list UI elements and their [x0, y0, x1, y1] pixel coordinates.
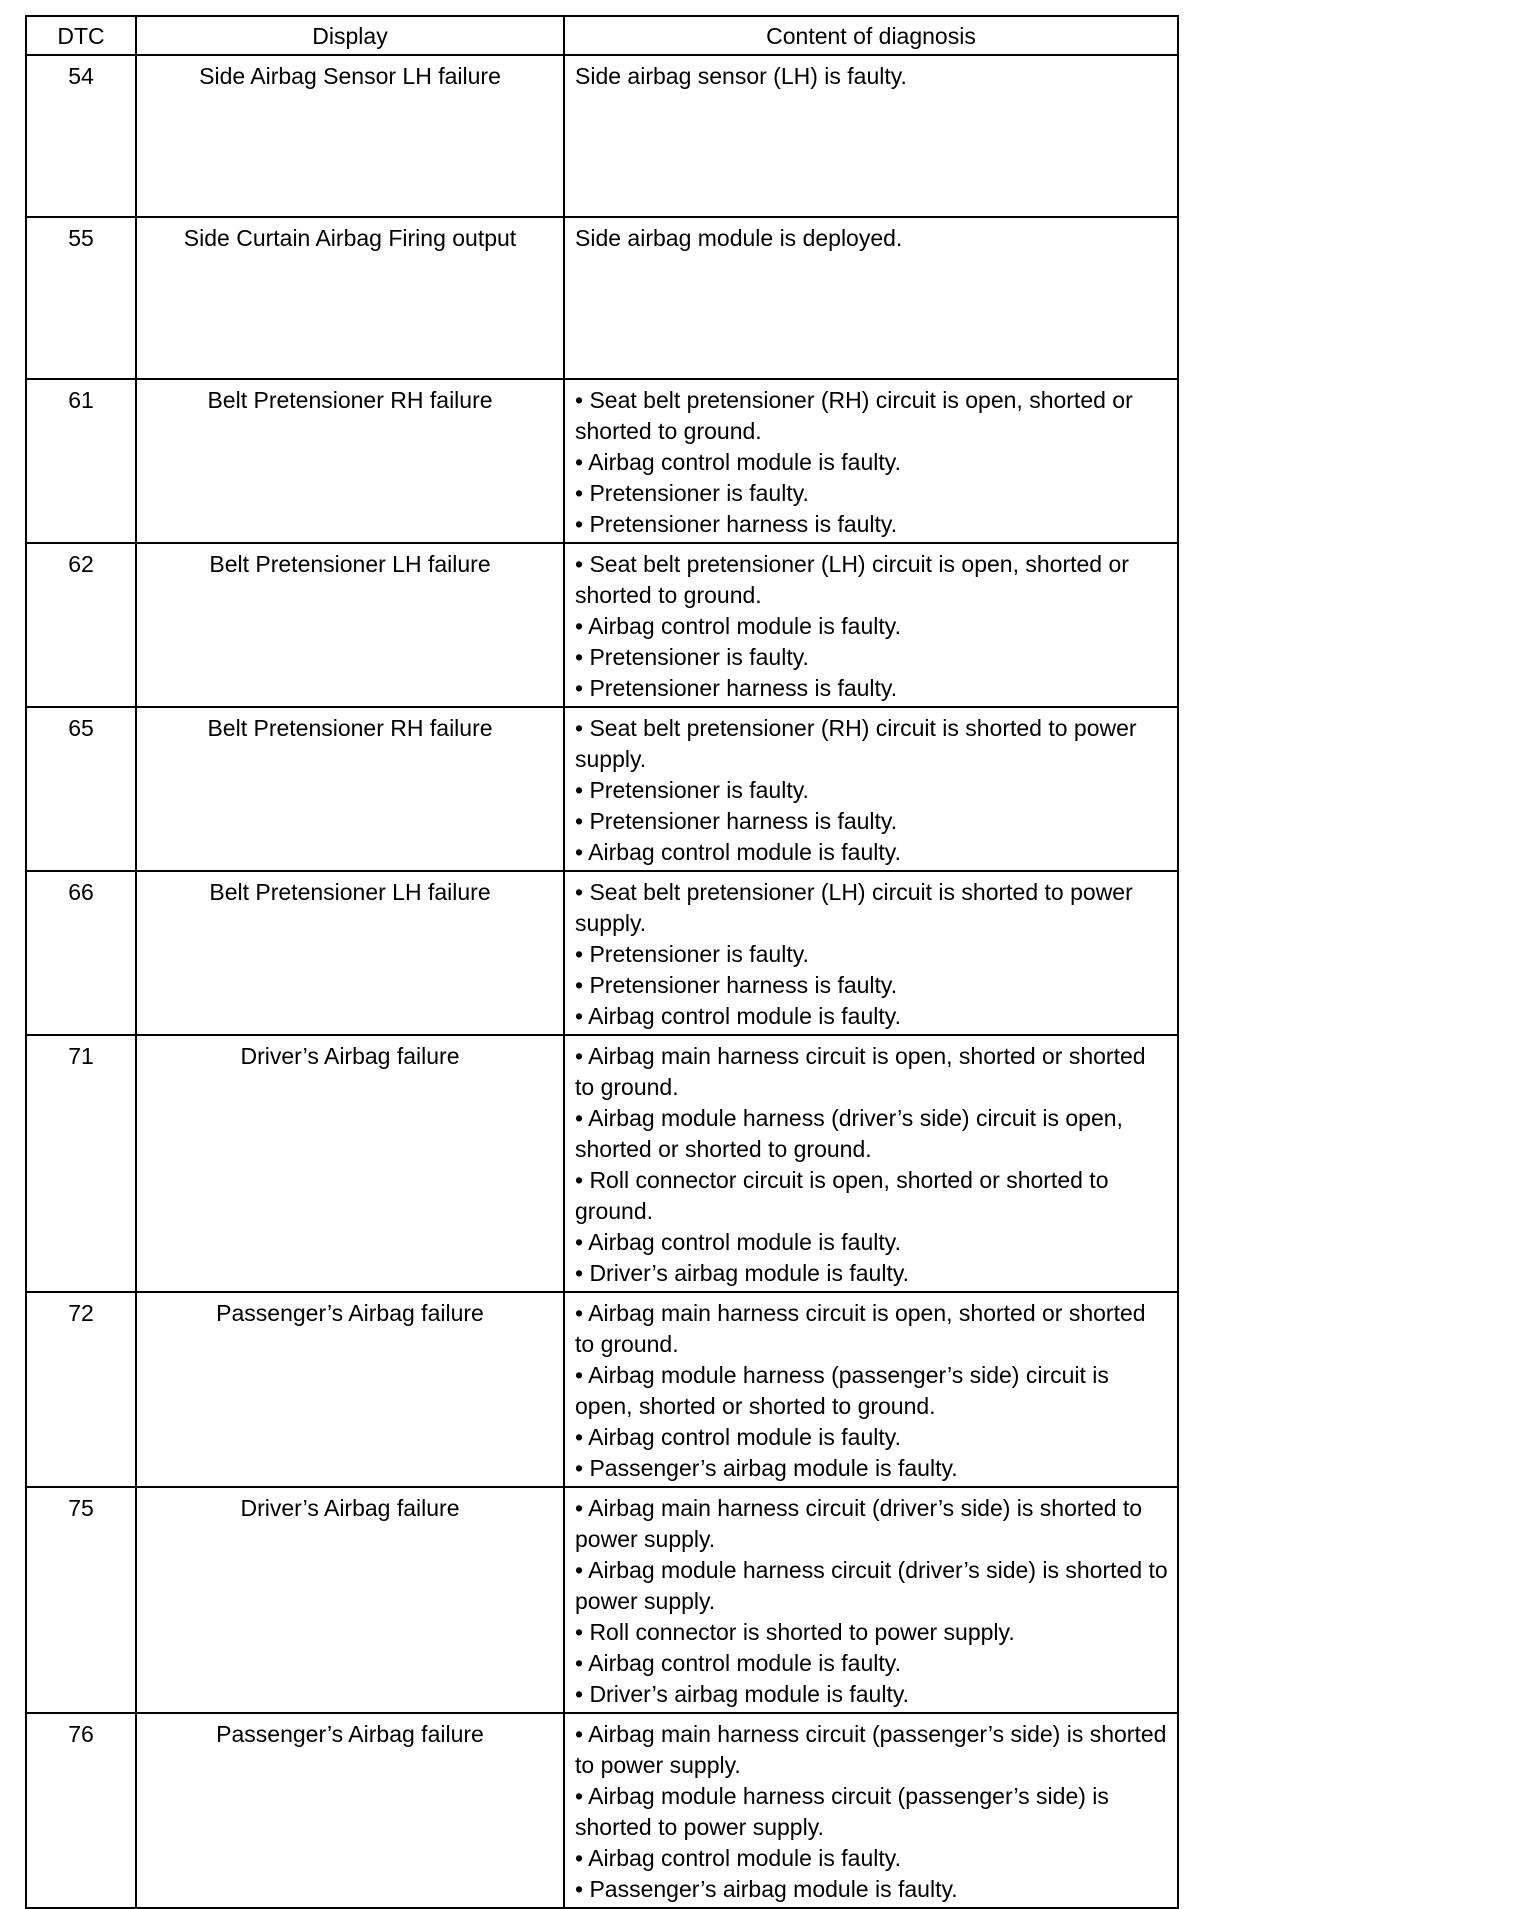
diagnosis-line: • Pretensioner harness is faulty. — [575, 511, 898, 537]
display-text: Belt Pretensioner LH failure — [136, 871, 564, 1035]
table-row — [26, 55, 1178, 217]
diagnosis-line: • Airbag control module is faulty. — [575, 1845, 901, 1871]
dtc-code: 71 — [26, 1035, 136, 1292]
diagnosis-line: • Airbag control module is faulty. — [575, 1424, 901, 1450]
diagnosis-line: • Roll connector is shorted to power supply. — [575, 1619, 1015, 1645]
diagnosis-line: • Seat belt pretensioner (RH) circuit is open, shorted or shorted to ground. — [575, 387, 1133, 444]
table-row — [26, 1035, 1178, 1292]
display-text: Belt Pretensioner RH failure — [136, 379, 564, 543]
dtc-code: 62 — [26, 543, 136, 707]
display-text: Driver’s Airbag failure — [136, 1487, 564, 1713]
diagnosis-content — [564, 1035, 1178, 1292]
dtc-code: 66 — [26, 871, 136, 1035]
diagnosis-line: • Airbag control module is faulty. — [575, 613, 901, 639]
diagnosis-content — [564, 1713, 1178, 1908]
diagnosis-content — [564, 379, 1178, 543]
diagnosis-line: • Pretensioner is faulty. — [575, 480, 809, 506]
dtc-code: 75 — [26, 1487, 136, 1713]
diagnosis-line: • Seat belt pretensioner (LH) circuit is open, shorted or shorted to ground. — [575, 551, 1129, 608]
diagnosis-line: • Airbag module harness (passenger’s side) circuit is open, shorted or shorted to ground. — [575, 1362, 1109, 1419]
table-header-row — [26, 16, 1178, 55]
diagnosis-line: • Airbag control module is faulty. — [575, 449, 901, 475]
display-text: Side Airbag Sensor LH failure — [136, 55, 564, 217]
diagnosis-line: • Roll connector circuit is open, shorted or shorted to ground. — [575, 1167, 1109, 1224]
diagnosis-line: • Airbag main harness circuit is open, shorted or shorted to ground. — [575, 1043, 1146, 1100]
diagnosis-content — [564, 543, 1178, 707]
header-dtc: DTC — [26, 16, 136, 55]
diagnosis-line: • Pretensioner harness is faulty. — [575, 808, 898, 834]
diagnosis-line: • Airbag control module is faulty. — [575, 1650, 901, 1676]
diagnosis-content — [564, 1487, 1178, 1713]
diagnosis-content — [564, 707, 1178, 871]
dtc-code: 55 — [26, 217, 136, 379]
table-row — [26, 1487, 1178, 1713]
diagnosis-line: • Airbag module harness circuit (passenger’s side) is shorted to power supply. — [575, 1783, 1109, 1840]
diagnosis-line: • Airbag main harness circuit is open, shorted or shorted to ground. — [575, 1300, 1146, 1357]
diagnosis-line: Side airbag module is deployed. — [575, 225, 903, 251]
diagnosis-line: Side airbag sensor (LH) is faulty. — [575, 63, 907, 89]
diagnosis-line: • Seat belt pretensioner (LH) circuit is shorted to power supply. — [575, 879, 1133, 936]
dtc-table — [25, 15, 1179, 1909]
dtc-code: 76 — [26, 1713, 136, 1908]
diagnosis-content — [564, 1292, 1178, 1487]
diagnosis-line: • Airbag control module is faulty. — [575, 839, 901, 865]
diagnosis-line: • Driver’s airbag module is faulty. — [575, 1681, 910, 1707]
diagnosis-content — [564, 871, 1178, 1035]
table-row — [26, 1292, 1178, 1487]
diagnosis-line: • Airbag control module is faulty. — [575, 1003, 901, 1029]
dtc-code: 72 — [26, 1292, 136, 1487]
dtc-code: 61 — [26, 379, 136, 543]
display-text: Belt Pretensioner RH failure — [136, 707, 564, 871]
diagnosis-line: • Pretensioner is faulty. — [575, 644, 809, 670]
display-text: Side Curtain Airbag Firing output — [136, 217, 564, 379]
display-text: Belt Pretensioner LH failure — [136, 543, 564, 707]
display-text: Passenger’s Airbag failure — [136, 1713, 564, 1908]
header-display: Display — [136, 16, 564, 55]
table-row — [26, 543, 1178, 707]
display-text: Passenger’s Airbag failure — [136, 1292, 564, 1487]
header-content: Content of diagnosis — [564, 16, 1178, 55]
diagnosis-line: • Passenger’s airbag module is faulty. — [575, 1876, 958, 1902]
diagnosis-line: • Driver’s airbag module is faulty. — [575, 1260, 910, 1286]
diagnosis-line: • Airbag module harness circuit (driver’s side) is shorted to power supply. — [575, 1557, 1168, 1614]
diagnosis-line: • Passenger’s airbag module is faulty. — [575, 1455, 958, 1481]
diagnosis-line: • Pretensioner is faulty. — [575, 941, 809, 967]
diagnosis-line: • Pretensioner harness is faulty. — [575, 972, 898, 998]
diagnosis-line: • Airbag main harness circuit (driver’s side) is shorted to power supply. — [575, 1495, 1143, 1552]
display-text: Driver’s Airbag failure — [136, 1035, 564, 1292]
diagnosis-line: • Airbag control module is faulty. — [575, 1229, 901, 1255]
diagnosis-line: • Pretensioner is faulty. — [575, 777, 809, 803]
table-row — [26, 707, 1178, 871]
diagnosis-line: • Seat belt pretensioner (RH) circuit is shorted to power supply. — [575, 715, 1137, 772]
diagnosis-line: • Airbag module harness (driver’s side) circuit is open, shorted or shorted to ground. — [575, 1105, 1123, 1162]
table-row — [26, 1713, 1178, 1908]
diagnosis-line: • Airbag main harness circuit (passenger’s side) is shorted to power supply. — [575, 1721, 1167, 1778]
dtc-code: 65 — [26, 707, 136, 871]
table-row — [26, 871, 1178, 1035]
table-row — [26, 379, 1178, 543]
diagnosis-content — [564, 55, 1178, 217]
table-row — [26, 217, 1178, 379]
diagnosis-content — [564, 217, 1178, 379]
dtc-code: 54 — [26, 55, 136, 217]
diagnosis-line: • Pretensioner harness is faulty. — [575, 675, 898, 701]
